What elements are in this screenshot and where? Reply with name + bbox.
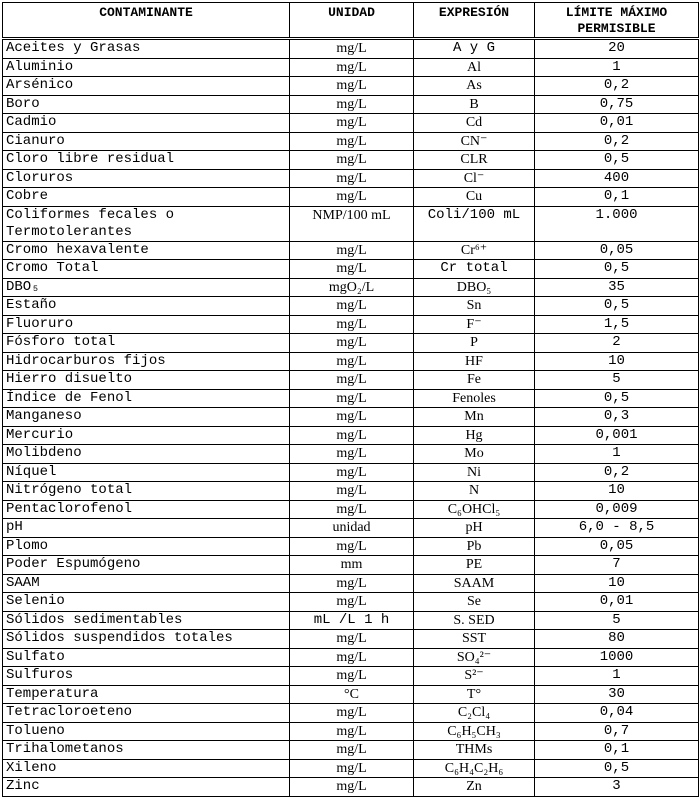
table-body [3, 39, 699, 797]
limit-cell: 5 [535, 371, 699, 390]
contaminant-name: Arsénico [3, 77, 290, 96]
limit-cell: 0,009 [535, 500, 699, 519]
unit-cell: mg/L [290, 58, 414, 77]
contaminant-name: Cianuro [3, 132, 290, 151]
unit-cell: mg/L [290, 537, 414, 556]
table-row [3, 648, 699, 667]
table-row [3, 463, 699, 482]
expression-cell: SAAM [414, 574, 535, 593]
unit-cell: mg/L [290, 260, 414, 279]
contaminant-name: Nitrógeno total [3, 482, 290, 501]
table-row [3, 95, 699, 114]
limit-cell: 1 [535, 667, 699, 686]
unit-cell: mL /L 1 h [290, 611, 414, 630]
unit-cell: mg/L [290, 630, 414, 649]
unit-cell: mg/L [290, 704, 414, 723]
limit-cell: 6,0 - 8,5 [535, 519, 699, 538]
expression-cell: SST [414, 630, 535, 649]
limit-cell: 0,2 [535, 132, 699, 151]
expression-cell: PE [414, 556, 535, 575]
contaminant-name: Zinc [3, 778, 290, 797]
expression-cell: SO₄²⁻ [414, 648, 535, 667]
table-row [3, 408, 699, 427]
table-row [3, 630, 699, 649]
limit-cell: 7 [535, 556, 699, 575]
expression-cell: F⁻ [414, 315, 535, 334]
unit-cell: mg/L [290, 39, 414, 59]
contaminant-name: Pentaclorofenol [3, 500, 290, 519]
unit-cell: mg/L [290, 778, 414, 797]
contaminant-name: Sólidos sedimentables [3, 611, 290, 630]
limit-cell: 1,5 [535, 315, 699, 334]
contaminant-name: Mercurio [3, 426, 290, 445]
table-row [3, 188, 699, 207]
table-row [3, 537, 699, 556]
contaminant-name: pH [3, 519, 290, 538]
limit-cell: 20 [535, 39, 699, 59]
table-row [3, 315, 699, 334]
table-row [3, 132, 699, 151]
contaminant-name: Poder Espumógeno [3, 556, 290, 575]
unit-cell: mg/L [290, 315, 414, 334]
contaminant-name: Estaño [3, 297, 290, 316]
limit-cell: 10 [535, 482, 699, 501]
limit-cell: 1 [535, 445, 699, 464]
limit-cell: 0,01 [535, 593, 699, 612]
expression-cell: T° [414, 685, 535, 704]
contaminant-name: Sólidos suspendidos totales [3, 630, 290, 649]
unit-cell: mg/L [290, 741, 414, 760]
limit-cell: 0,2 [535, 77, 699, 96]
limits-table [2, 2, 699, 797]
unit-cell: °C [290, 685, 414, 704]
limit-cell: 0,001 [535, 426, 699, 445]
unit-cell: mg/L [290, 352, 414, 371]
contaminant-name: Manganeso [3, 408, 290, 427]
contaminant-name: Cloruros [3, 169, 290, 188]
contaminant-name: Índice de Fenol [3, 389, 290, 408]
table-row [3, 593, 699, 612]
table-row [3, 722, 699, 741]
header-unidad: UNIDAD [290, 3, 414, 39]
limit-cell: 0,5 [535, 759, 699, 778]
expression-cell: Fe [414, 371, 535, 390]
contaminant-name: Trihalometanos [3, 741, 290, 760]
table-row [3, 500, 699, 519]
expression-cell: Cu [414, 188, 535, 207]
unit-cell: mg/L [290, 463, 414, 482]
contaminant-name: Fluoruro [3, 315, 290, 334]
contaminant-name: Aceites y Grasas [3, 39, 290, 59]
expression-cell: HF [414, 352, 535, 371]
expression-cell: Ni [414, 463, 535, 482]
table-row [3, 58, 699, 77]
unit-cell: mg/L [290, 648, 414, 667]
table-row [3, 352, 699, 371]
unit-cell: mg/L [290, 334, 414, 353]
unit-cell: mg/L [290, 114, 414, 133]
contaminant-name: Temperatura [3, 685, 290, 704]
limit-cell: 35 [535, 278, 699, 297]
expression-cell: S²⁻ [414, 667, 535, 686]
expression-cell: Cd [414, 114, 535, 133]
table-row [3, 371, 699, 390]
expression-cell: Se [414, 593, 535, 612]
table-row [3, 278, 699, 297]
unit-cell: unidad [290, 519, 414, 538]
expression-cell: Pb [414, 537, 535, 556]
limit-cell: 0,5 [535, 260, 699, 279]
table-row [3, 445, 699, 464]
expression-cell: A y G [414, 39, 535, 59]
unit-cell: mg/L [290, 297, 414, 316]
limit-cell: 80 [535, 630, 699, 649]
expression-cell: C₆H₅CH₃ [414, 722, 535, 741]
contaminant-name: Fósforo total [3, 334, 290, 353]
expression-cell: C₆H₄C₂H₆ [414, 759, 535, 778]
expression-cell: B [414, 95, 535, 114]
limit-cell: 1 [535, 58, 699, 77]
unit-cell: mg/L [290, 426, 414, 445]
unit-cell: mg/L [290, 371, 414, 390]
contaminant-name: Cadmio [3, 114, 290, 133]
limit-cell: 400 [535, 169, 699, 188]
limit-cell: 0,7 [535, 722, 699, 741]
header-limite: LÍMITE MÁXIMO PERMISIBLE [535, 3, 699, 39]
contaminant-name: Cromo Total [3, 260, 290, 279]
expression-cell: Coli/100 mL [414, 206, 535, 241]
contaminant-name: Plomo [3, 537, 290, 556]
limit-cell: 0,5 [535, 297, 699, 316]
expression-cell: Mn [414, 408, 535, 427]
table-row [3, 77, 699, 96]
limit-cell: 5 [535, 611, 699, 630]
limit-cell: 0,5 [535, 389, 699, 408]
contaminant-name: Tetracloroeteno [3, 704, 290, 723]
expression-cell: Al [414, 58, 535, 77]
limit-cell: 1000 [535, 648, 699, 667]
expression-cell: CLR [414, 151, 535, 170]
limit-cell: 0,05 [535, 537, 699, 556]
limit-cell: 2 [535, 334, 699, 353]
unit-cell: mg/L [290, 241, 414, 260]
limit-cell: 0,75 [535, 95, 699, 114]
table-row [3, 426, 699, 445]
table-row [3, 556, 699, 575]
unit-cell: mg/L [290, 132, 414, 151]
contaminant-name: Boro [3, 95, 290, 114]
contaminant-name: DBO₅ [3, 278, 290, 297]
contaminant-name: Molibdeno [3, 445, 290, 464]
unit-cell: mg/L [290, 169, 414, 188]
table-row [3, 611, 699, 630]
unit-cell: mg/L [290, 445, 414, 464]
table-row [3, 759, 699, 778]
table-row [3, 169, 699, 188]
contaminant-name: Xileno [3, 759, 290, 778]
limit-cell: 30 [535, 685, 699, 704]
header-contaminante: CONTAMINANTE [3, 3, 290, 39]
contaminant-name: Cobre [3, 188, 290, 207]
limit-cell: 10 [535, 574, 699, 593]
unit-cell: mg/L [290, 77, 414, 96]
contaminant-name: Hierro disuelto [3, 371, 290, 390]
unit-cell: mg/L [290, 188, 414, 207]
expression-cell: P [414, 334, 535, 353]
expression-cell: As [414, 77, 535, 96]
unit-cell: mm [290, 556, 414, 575]
table-row [3, 334, 699, 353]
table-row [3, 685, 699, 704]
limit-cell: 10 [535, 352, 699, 371]
contaminant-name: Sulfuros [3, 667, 290, 686]
table-row [3, 114, 699, 133]
unit-cell: mg/L [290, 500, 414, 519]
unit-cell: mg/L [290, 408, 414, 427]
limit-cell: 0,5 [535, 151, 699, 170]
unit-cell: mg/L [290, 482, 414, 501]
expression-cell: Mo [414, 445, 535, 464]
limit-cell: 0,3 [535, 408, 699, 427]
table-row [3, 241, 699, 260]
table-row [3, 519, 699, 538]
table-row [3, 704, 699, 723]
table-row [3, 39, 699, 59]
expression-cell: Cr⁶⁺ [414, 241, 535, 260]
expression-cell: N [414, 482, 535, 501]
table-row [3, 206, 699, 241]
limit-cell: 0,01 [535, 114, 699, 133]
contaminant-name: Níquel [3, 463, 290, 482]
expression-cell: Cr total [414, 260, 535, 279]
header-row [3, 3, 699, 39]
expression-cell: DBO₅ [414, 278, 535, 297]
expression-cell: S. SED [414, 611, 535, 630]
limit-cell: 0,05 [535, 241, 699, 260]
expression-cell: CN⁻ [414, 132, 535, 151]
unit-cell: mg/L [290, 667, 414, 686]
unit-cell: mg/L [290, 389, 414, 408]
table-row [3, 778, 699, 797]
contaminant-name: Sulfato [3, 648, 290, 667]
expression-cell: Sn [414, 297, 535, 316]
table-row [3, 151, 699, 170]
contaminant-name: Cloro libre residual [3, 151, 290, 170]
expression-cell: C₂Cl₄ [414, 704, 535, 723]
unit-cell: mg/L [290, 722, 414, 741]
unit-cell: NMP/100 mL [290, 206, 414, 241]
table-row [3, 389, 699, 408]
unit-cell: mg/L [290, 151, 414, 170]
expression-cell: Cl⁻ [414, 169, 535, 188]
limit-cell: 0,2 [535, 463, 699, 482]
limit-cell: 0,1 [535, 188, 699, 207]
expression-cell: Fenoles [414, 389, 535, 408]
expression-cell: Zn [414, 778, 535, 797]
table-row [3, 741, 699, 760]
expression-cell: C₆OHCl₅ [414, 500, 535, 519]
unit-cell: mg/L [290, 95, 414, 114]
contaminant-name: Cromo hexavalente [3, 241, 290, 260]
limit-cell: 0,04 [535, 704, 699, 723]
expression-cell: Hg [414, 426, 535, 445]
unit-cell: mg/L [290, 574, 414, 593]
contaminant-name: SAAM [3, 574, 290, 593]
unit-cell: mg/L [290, 593, 414, 612]
table-row [3, 482, 699, 501]
header-expresion: EXPRESIÓN [414, 3, 535, 39]
contaminant-name: Selenio [3, 593, 290, 612]
limit-cell: 1.000 [535, 206, 699, 241]
contaminant-name: Aluminio [3, 58, 290, 77]
limit-cell: 0,1 [535, 741, 699, 760]
contaminant-name: Hidrocarburos fijos [3, 352, 290, 371]
unit-cell: mg/L [290, 759, 414, 778]
table-row [3, 260, 699, 279]
table-row [3, 297, 699, 316]
table-row [3, 667, 699, 686]
unit-cell: mgO₂/L [290, 278, 414, 297]
table-row [3, 574, 699, 593]
contaminant-name: Tolueno [3, 722, 290, 741]
contaminant-name: Coliformes fecales o Termotolerantes [3, 206, 290, 241]
limit-cell: 3 [535, 778, 699, 797]
expression-cell: THMs [414, 741, 535, 760]
expression-cell: pH [414, 519, 535, 538]
